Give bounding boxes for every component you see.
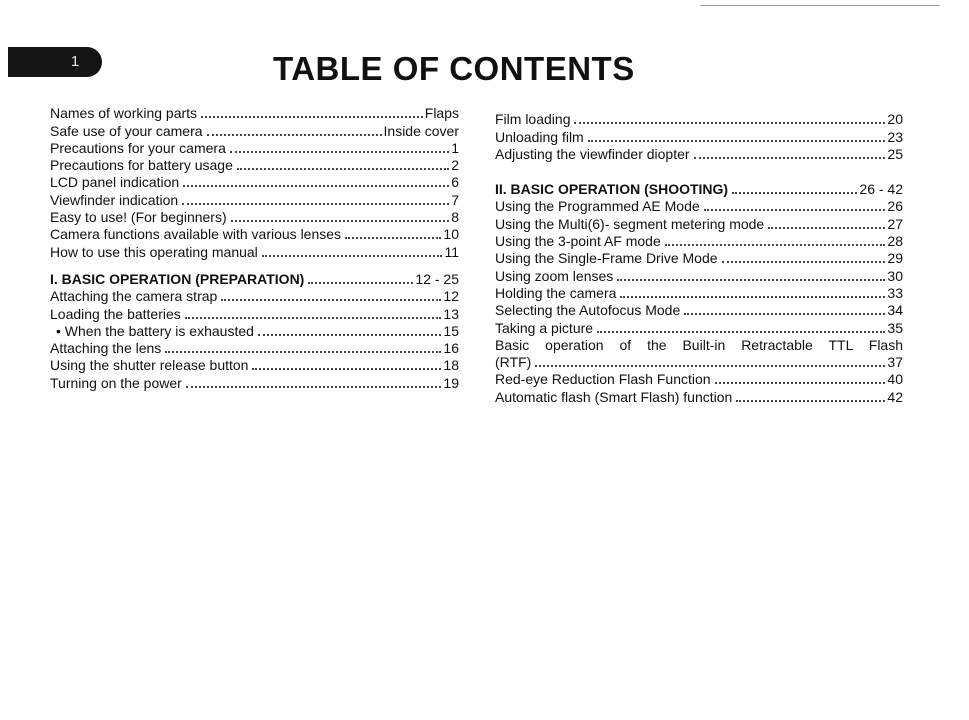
dot-leader — [185, 315, 442, 319]
dot-leader — [308, 280, 413, 284]
toc-entry[interactable] — [495, 128, 903, 145]
dot-leader — [252, 366, 441, 370]
toc-entry-label: Viewfinder indication — [50, 191, 179, 208]
dot-leader — [262, 253, 443, 257]
toc-entry-page: 34 — [887, 302, 903, 319]
dot-leader — [588, 138, 886, 142]
toc-entry-label: Adjusting the viewfinder diopter — [495, 145, 690, 162]
toc-entry-page: 18 — [443, 357, 459, 374]
toc-entry-page: 29 — [887, 250, 903, 267]
dot-leader — [736, 398, 885, 402]
toc-entry-page: 23 — [887, 128, 903, 145]
dot-leader — [665, 242, 886, 246]
toc-entry-label: Using the Programmed AE Mode — [495, 198, 700, 215]
toc-entry-label: Taking a picture — [495, 319, 594, 336]
toc-entry-page: 12 — [443, 288, 459, 305]
toc-entry[interactable] — [495, 302, 903, 319]
toc-entry-label: Camera functions available with various lenses — [50, 226, 342, 243]
toc-entry-label: Loading the batteries — [50, 305, 181, 322]
toc-entry[interactable] — [50, 340, 459, 357]
toc-entry-label: How to use this operating manual — [50, 243, 258, 260]
toc-entry[interactable] — [50, 323, 459, 340]
toc-entry-page: Inside cover — [383, 122, 459, 139]
toc-entry[interactable] — [50, 191, 459, 208]
toc-entry[interactable] — [495, 388, 903, 405]
toc-entry[interactable] — [50, 209, 459, 226]
dot-leader — [183, 183, 449, 187]
dot-leader — [165, 349, 441, 353]
toc-entry-label: Attaching the lens — [50, 340, 162, 357]
toc-entry-page: 10 — [443, 226, 459, 243]
toc-entry-page: 26 — [887, 198, 903, 215]
toc-entry-label: Unloading film — [495, 128, 584, 145]
toc-entry-label: Safe use of your camera — [50, 122, 203, 139]
toc-entry-page: 19 — [443, 374, 459, 391]
toc-entry[interactable] — [50, 122, 459, 139]
toc-entry-label: Using the shutter release button — [50, 357, 249, 374]
dot-leader — [715, 380, 886, 384]
toc-entry-flash-line1[interactable] — [495, 337, 903, 354]
page-tab-label: 1 — [70, 53, 80, 70]
toc-entry-page: 25 — [887, 145, 903, 162]
toc-entry-label: Precautions for battery usage — [50, 157, 233, 174]
toc-entry-page: 30 — [887, 267, 903, 284]
toc-entry-page: 7 — [451, 191, 459, 208]
toc-entry-page: 40 — [887, 371, 903, 388]
toc-entry[interactable] — [495, 198, 903, 215]
dot-leader — [732, 190, 857, 194]
toc-entry-page: 13 — [443, 305, 459, 322]
toc-entry[interactable] — [495, 215, 903, 232]
toc-entry-label: • When the battery is exhausted — [56, 322, 254, 339]
page-tab — [8, 47, 102, 77]
section-heading-label: II. BASIC OPERATION — [495, 181, 641, 198]
dot-leader — [620, 294, 885, 298]
toc-entry[interactable] — [50, 226, 459, 243]
toc-entry-label: (RTF) — [495, 354, 532, 371]
toc-entry[interactable] — [495, 111, 903, 128]
toc-entry-page: 16 — [443, 340, 459, 357]
toc-entry-page: 11 — [444, 243, 459, 260]
dot-leader — [597, 329, 885, 333]
dot-leader — [345, 235, 441, 239]
toc-entry-page: 37 — [887, 354, 903, 371]
section-heading-preparation[interactable] — [50, 271, 459, 288]
section-heading-sub: (SHOOTING) — [644, 181, 729, 198]
toc-entry[interactable] — [50, 140, 459, 157]
dot-leader — [186, 384, 442, 388]
toc-entry[interactable] — [50, 105, 459, 122]
toc-entry-page: 6 — [451, 174, 459, 191]
toc-entry-label: Film loading — [495, 111, 571, 128]
section-heading-label: I. BASIC OPERATION — [50, 270, 192, 287]
dot-leader — [535, 363, 885, 367]
toc-entry-page: 27 — [887, 215, 903, 232]
toc-entry-page: 2 — [451, 157, 459, 174]
toc-entry[interactable] — [50, 288, 459, 305]
section-heading-pages: 26 - 42 — [859, 181, 903, 198]
dot-leader — [722, 259, 886, 263]
dot-leader — [201, 114, 423, 118]
toc-entry[interactable] — [50, 157, 459, 174]
top-rule — [700, 5, 940, 6]
toc-entry-page: 15 — [443, 322, 459, 339]
toc-entry-page: 33 — [887, 284, 903, 301]
toc-entry[interactable] — [50, 243, 459, 260]
toc-entry-page: 28 — [887, 233, 903, 250]
dot-leader — [768, 225, 885, 229]
toc-entry-label: Using the Single-Frame Drive Mode — [495, 250, 718, 267]
toc-entry-page: 35 — [887, 319, 903, 336]
dot-leader — [237, 166, 449, 170]
toc-entry[interactable] — [495, 285, 903, 302]
toc-entry[interactable] — [495, 371, 903, 388]
dot-leader — [684, 311, 885, 315]
toc-entry[interactable] — [50, 357, 459, 374]
toc-entry-label: Attaching the camera strap — [50, 288, 218, 305]
section-heading-pages: 12 - 25 — [415, 270, 459, 287]
toc-entry[interactable] — [50, 174, 459, 191]
toc-entry-label: Using the Multi(6)- segment metering mode — [495, 215, 765, 232]
toc-entry-label: Easy to use! (For beginners) — [50, 209, 227, 226]
dot-leader — [221, 297, 441, 301]
toc-entry-label: LCD panel indication — [50, 174, 180, 191]
dot-leader — [231, 218, 450, 222]
toc-entry-label: Using zoom lenses — [495, 267, 614, 284]
section-heading-sub: (PREPARATION) — [195, 270, 305, 287]
toc-entry-flash-line2[interactable] — [495, 354, 903, 371]
toc-entry-page: Flaps — [424, 105, 459, 122]
toc-entry-page: 8 — [451, 209, 459, 226]
dot-leader — [207, 132, 382, 136]
dot-leader — [230, 149, 449, 153]
toc-left-column — [50, 105, 459, 392]
section-heading-shooting[interactable] — [495, 181, 903, 198]
dot-leader — [574, 120, 885, 124]
toc-entry-page: 1 — [451, 139, 459, 156]
toc-entry[interactable] — [495, 250, 903, 267]
dot-leader — [617, 277, 885, 281]
toc-entry-label: Automatic flash (Smart Flash) function — [495, 388, 733, 405]
toc-right-column — [495, 111, 903, 406]
toc-entry[interactable] — [50, 374, 459, 391]
toc-entry[interactable] — [50, 305, 459, 322]
toc-entry-label: Using the 3-point AF mode — [495, 233, 661, 250]
toc-entry[interactable] — [495, 146, 903, 163]
page-title: TABLE OF CONTENTS — [273, 50, 635, 87]
toc-entry-label: Precautions for your camera — [50, 139, 226, 156]
dot-leader — [258, 332, 442, 336]
toc-entry-page: 20 — [887, 111, 903, 128]
dot-leader — [694, 155, 886, 159]
toc-entry-page: 42 — [887, 388, 903, 405]
toc-entry-label: Holding the camera — [495, 284, 617, 301]
toc-entry[interactable] — [495, 319, 903, 336]
toc-entry-label: Turning on the power — [50, 374, 182, 391]
toc-entry-label: Basic operation of the Built-in Retractable TTL Flash — [495, 336, 903, 353]
dot-leader — [182, 201, 449, 205]
dot-leader — [704, 207, 886, 211]
toc-entry-label: Red-eye Reduction Flash Function — [495, 371, 711, 388]
toc-entry-label: Selecting the Autofocus Mode — [495, 302, 681, 319]
toc-entry-label: Names of working parts — [50, 105, 198, 122]
toc-entry[interactable] — [495, 233, 903, 250]
toc-entry[interactable] — [495, 267, 903, 284]
